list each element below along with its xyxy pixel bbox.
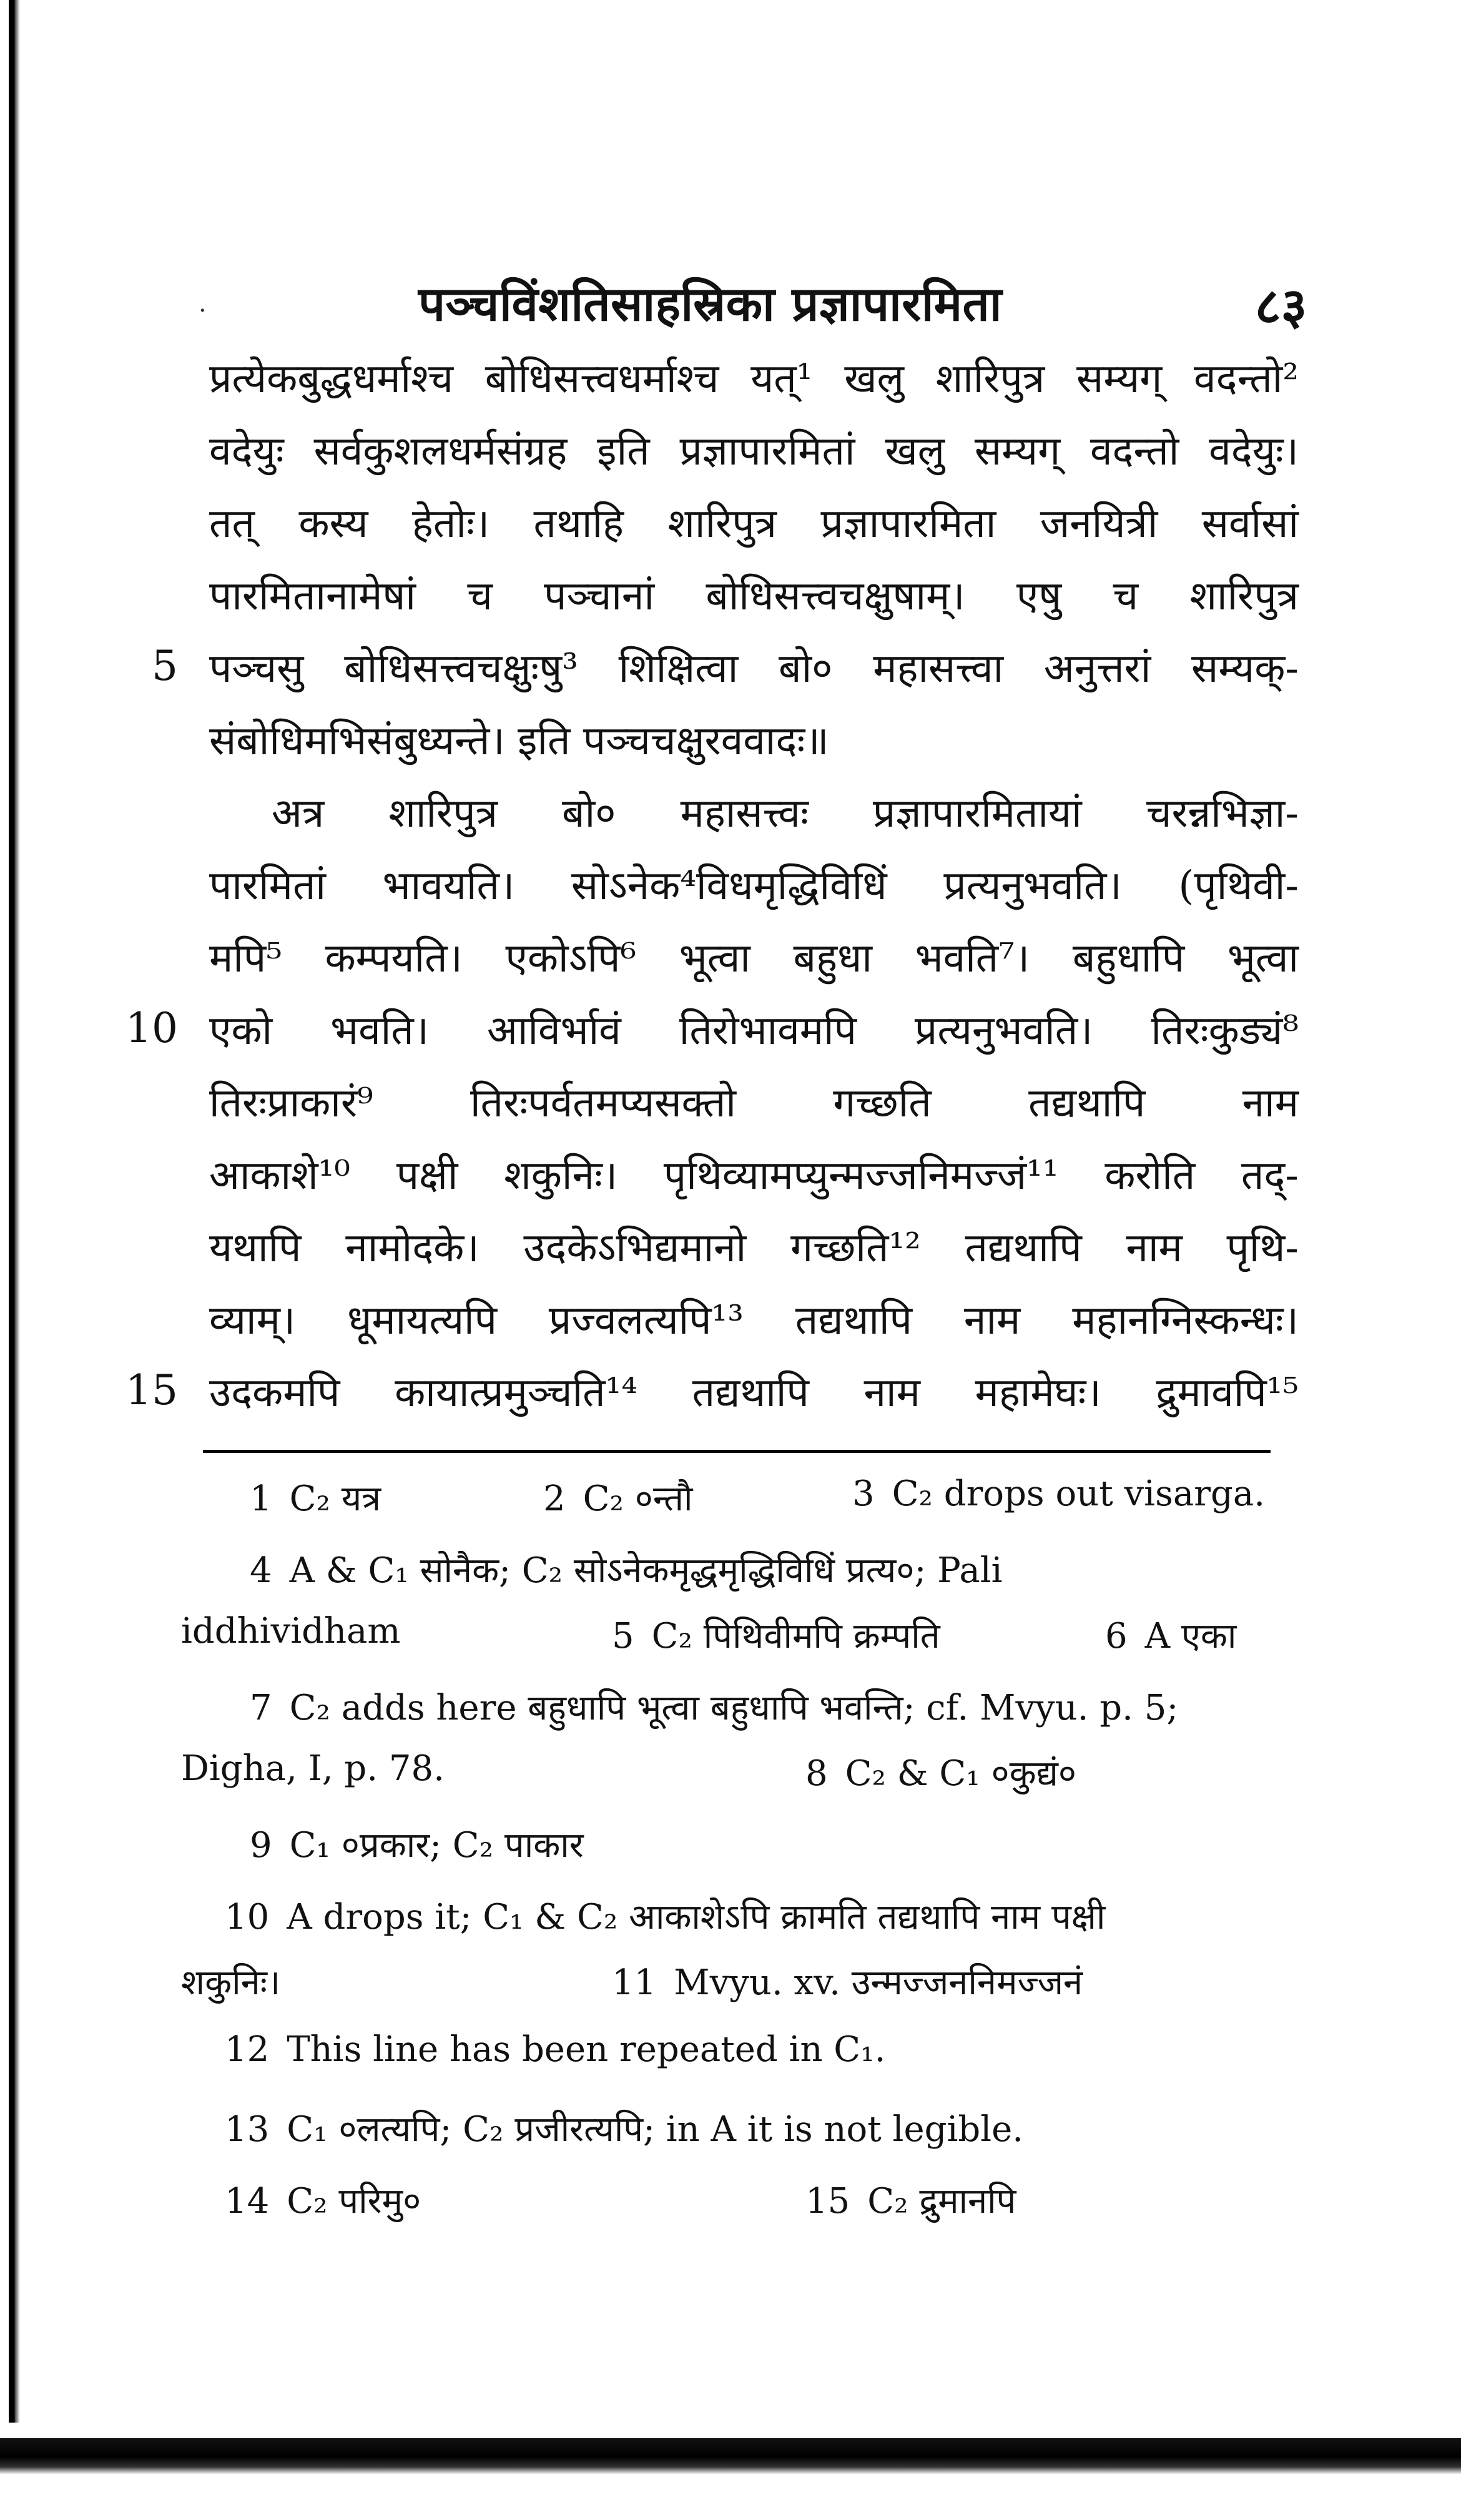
footnote-number: 6 — [1105, 1616, 1128, 1656]
page-number: ८३ — [1255, 277, 1307, 335]
footnote-line — [181, 1957, 1299, 2026]
text-line — [125, 1002, 1299, 1076]
footnote — [612, 1611, 940, 1658]
footnote-line — [181, 1820, 1299, 1889]
footnote — [250, 1474, 381, 1521]
text-line — [209, 1291, 1299, 1366]
text-line — [209, 712, 1299, 787]
footnote-number: 7 — [250, 1688, 272, 1728]
text-line — [209, 1219, 1299, 1294]
footnote-text: C₂ & C₁ ०कुद्यं० — [845, 1753, 1077, 1794]
footnote — [225, 2176, 421, 2223]
footnote-text: This line has been repeated in C₁. — [287, 2029, 886, 2070]
footnote-text: A & C₁ सोनैक; C₂ सोऽनेकमृद्धमृद्धिविधिं प्रत्य०; Pali — [289, 1550, 1003, 1591]
footnote-line — [181, 2176, 1299, 2245]
footnote — [225, 1892, 1105, 1939]
footnote-number: 1 — [250, 1479, 272, 1519]
line-number: 15 — [125, 1366, 178, 1414]
line-text: अत्र शारिपुत्र बो० महासत्त्वः प्रज्ञापारमितायां चरन्नभिज्ञा- — [272, 790, 1299, 837]
footnote-number: 13 — [225, 2109, 270, 2150]
text-line — [209, 929, 1299, 1004]
line-text: पारमितानामेषां च पञ्चानां बोधिसत्त्वचक्षुषाम्। एषु च शारिपुत्र — [209, 573, 1299, 619]
line-text: पारमितां भावयति। सोऽनेक⁴विधमृद्धिविधिं प्रत्यनुभवति। (पृथिवी- — [209, 863, 1299, 909]
footnote-number: 3 — [852, 1474, 875, 1514]
footnote-number: 8 — [805, 1753, 828, 1794]
line-text: एको भवति। आविर्भावं तिरोभावमपि प्रत्यनुभवति। तिरःकुड्यं⁸ — [209, 1008, 1299, 1054]
footnote-text: C₂ ०न्तौ — [583, 1479, 693, 1519]
footnote — [1105, 1611, 1236, 1658]
footnote-text: C₂ पिथिवीमपि क्रम्पति — [651, 1616, 940, 1656]
footnote — [250, 1820, 584, 1868]
text-line — [209, 567, 1299, 642]
footnote-text: C₂ यत्र — [289, 1479, 381, 1519]
footnote — [805, 1748, 1076, 1796]
text-line — [209, 495, 1299, 569]
text-line — [209, 857, 1299, 932]
footnote — [250, 1683, 1178, 1730]
line-text: मपि⁵ कम्पयति। एकोऽपि⁶ भूत्वा बहुधा भवति⁷। बहुधापि भूत्वा — [209, 935, 1299, 982]
footnote-number: 14 — [225, 2181, 270, 2222]
footnote — [225, 2029, 885, 2070]
footnote — [225, 2104, 1023, 2152]
footnote-number: 4 — [250, 1550, 272, 1591]
text-line — [209, 422, 1299, 497]
scan-left-edge — [9, 0, 20, 2423]
footnote-line — [181, 2104, 1299, 2173]
footnote-text: C₂ adds here बहुधापि भूत्वा बहुधापि भवन्ति; cf. Mvyu. p. 5; — [289, 1688, 1179, 1728]
footnote-text: A drops it; C₁ & C₂ आकाशेऽपि क्रामति तद्यथापि नाम पक्षी — [287, 1897, 1106, 1937]
footnote — [805, 2176, 1016, 2223]
footnote-number: 9 — [250, 1825, 272, 1866]
footnote-line — [181, 1748, 1299, 1817]
footnote-continuation: शकुनिः। — [181, 1962, 281, 2003]
footnote-text: Mvyu. xv. उन्मज्जननिमज्जनं — [674, 1962, 1083, 2003]
line-text: तिरःप्राकारं⁹ तिरःपर्वतमप्यसक्तो गच्छति तद्यथापि नाम — [209, 1080, 1299, 1126]
footnote-continuation: iddhividham — [181, 1611, 401, 1651]
footnote-number: 5 — [612, 1616, 634, 1656]
header-speck: · — [199, 297, 207, 325]
footnote-line — [181, 1683, 1299, 1751]
line-text: व्याम्। धूमायत्यपि प्रज्वलत्यपि¹³ तद्यथापि नाम महानग्निस्कन्धः। — [209, 1297, 1299, 1344]
footnote-line — [181, 1892, 1299, 1961]
footnote — [250, 1545, 1003, 1593]
footnote-divider — [203, 1450, 1271, 1453]
text-line — [209, 784, 1299, 859]
footnote — [612, 1957, 1083, 2005]
page-header — [0, 265, 1461, 334]
line-text: प्रत्येकबुद्धधर्माश्च बोधिसत्त्वधर्माश्च यत्¹ खलु शारिपुत्र सम्यग् वदन्तो² — [209, 356, 1299, 402]
scan-bottom-edge — [0, 2438, 1461, 2474]
line-number: 10 — [125, 1004, 178, 1052]
footnote-text: C₂ द्रुमानपि — [867, 2181, 1016, 2222]
footnote-number: 12 — [225, 2029, 270, 2070]
line-number: 5 — [152, 642, 178, 690]
text-line — [125, 1364, 1299, 1439]
footnote-continuation: Digha, I, p. 78. — [181, 1748, 445, 1789]
footnote-number: 11 — [612, 1962, 657, 2003]
footnote-number: 2 — [543, 1479, 566, 1519]
line-text: आकाशे¹⁰ पक्षी शकुनिः। पृथिव्यामप्युन्मज्जनिमज्जं¹¹ करोति तद्- — [209, 1153, 1299, 1199]
footnote-line — [181, 1611, 1299, 1680]
footnote-text: C₁ ०लत्यपि; C₂ प्रजीरत्यपि; in A it is not legible. — [287, 2109, 1024, 2150]
footnote-text: C₂ परिमु० — [287, 2181, 421, 2222]
line-text: पञ्चसु बोधिसत्त्वचक्षुःषु³ शिक्षित्वा बो० महासत्त्वा अनुत्तरां सम्यक्- — [209, 646, 1299, 692]
running-title: पञ्चविंशतिसाहस्रिका प्रज्ञापारमिता — [418, 276, 1003, 332]
footnote — [543, 1474, 693, 1521]
line-text: संबोधिमभिसंबुध्यन्ते। इति पञ्चचक्षुरववादः॥ — [209, 718, 829, 764]
text-line — [209, 1074, 1299, 1149]
line-text: तत् कस्य हेतोः। तथाहि शारिपुत्र प्रज्ञापारमिता जनयित्री सर्वासां — [209, 501, 1299, 547]
text-line — [209, 350, 1299, 425]
line-text: यथापि नामोदके। उदकेऽभिद्यमानो गच्छति¹² तद्यथापि नाम पृथि- — [209, 1225, 1299, 1271]
text-line — [152, 639, 1299, 714]
text-line — [209, 1146, 1299, 1221]
footnote-number: 15 — [805, 2181, 850, 2222]
footnote-line — [181, 2029, 1299, 2098]
footnote-line — [181, 1545, 1299, 1614]
footnote-text: C₂ drops out visarga. — [892, 1474, 1266, 1514]
footnote-text: A एका — [1144, 1616, 1237, 1656]
footnote-text: C₁ ०प्रकार; C₂ पाकार — [289, 1825, 584, 1866]
footnote-number: 10 — [225, 1897, 270, 1937]
line-text: वदेयुः सर्वकुशलधर्मसंग्रह इति प्रज्ञापारमितां खलु सम्यग् वदन्तो वदेयुः। — [209, 428, 1299, 475]
footnote-line — [181, 1474, 1299, 1542]
line-text: उदकमपि कायात्प्रमुञ्चति¹⁴ तद्यथापि नाम महामेघः। द्रुमावपि¹⁵ — [209, 1370, 1299, 1416]
footnote — [852, 1474, 1265, 1514]
